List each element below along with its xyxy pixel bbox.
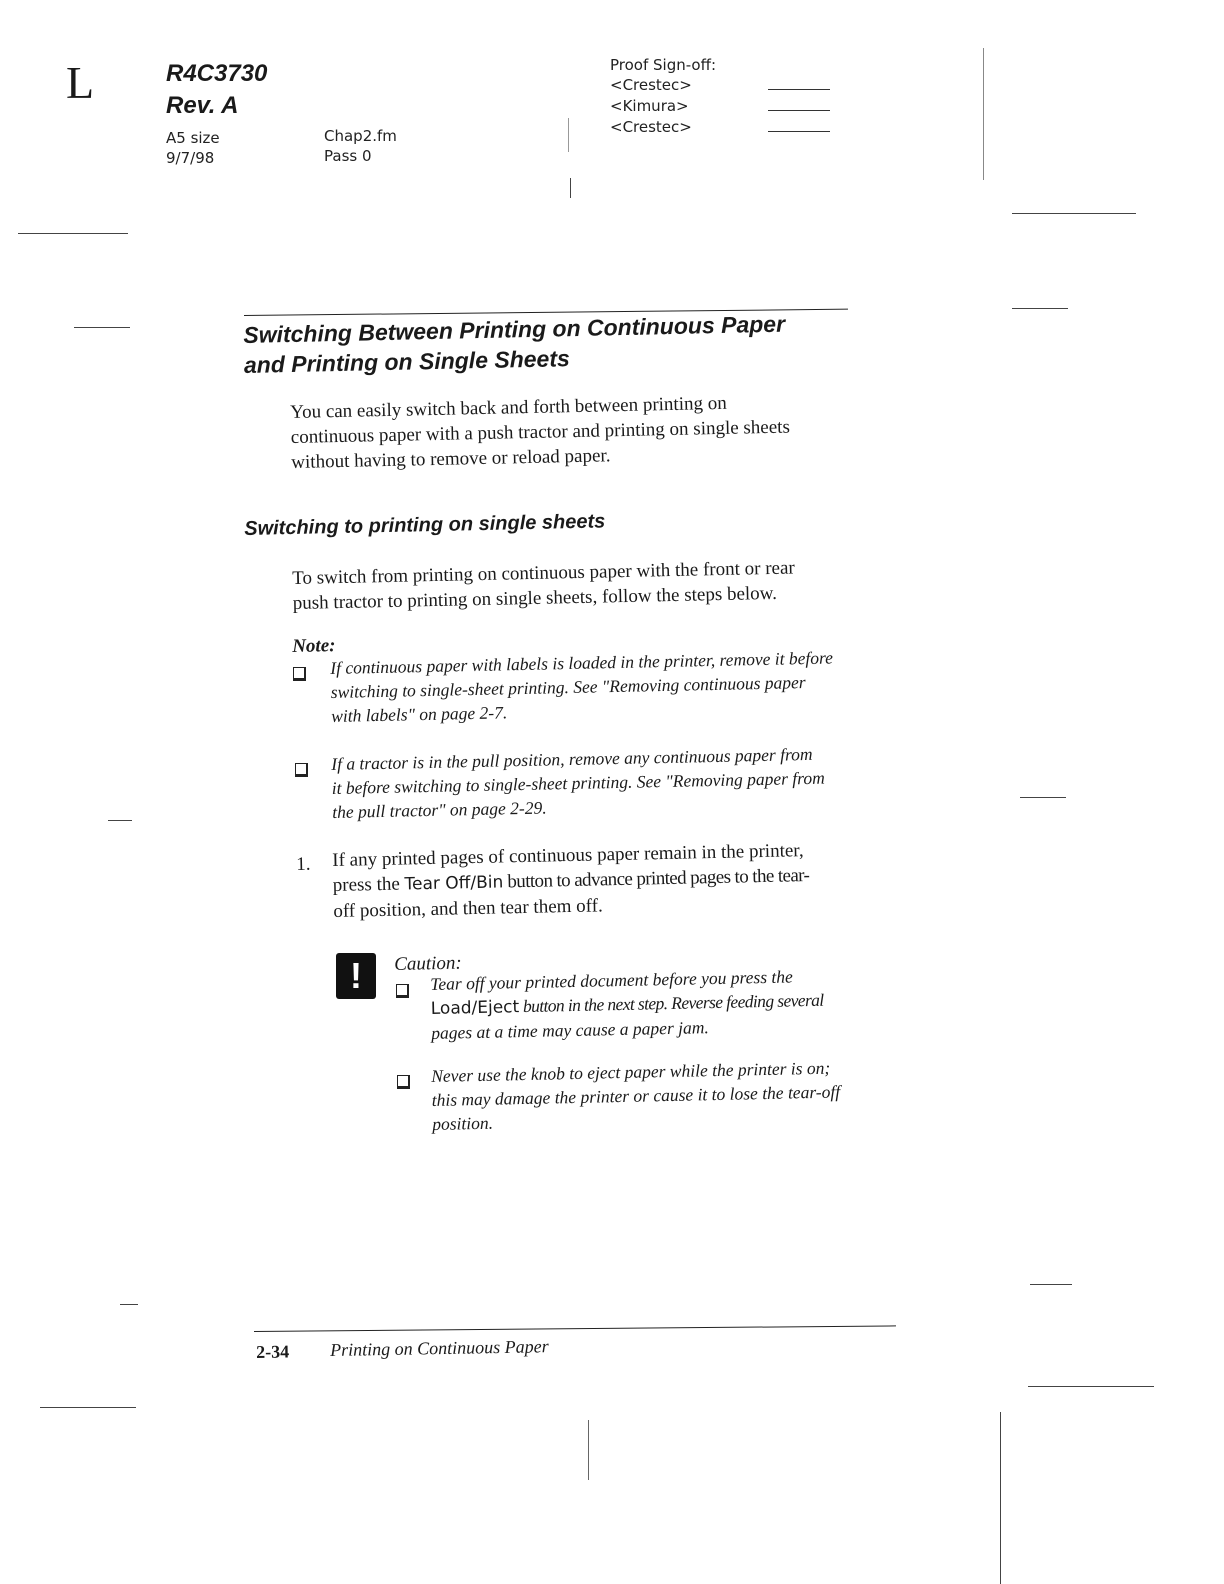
checkbox-bullet-icon — [293, 667, 306, 681]
step-number: 1. — [296, 853, 311, 875]
caution-item-line: pages at a time may cause a paper jam. — [431, 1017, 709, 1043]
section-title-line: Switching Between Printing on Continuous Paper — [243, 310, 786, 348]
caution-item-line: Never use the knob to eject paper while the printer is on; — [431, 1057, 831, 1086]
note-item-line: with labels" on page 2-7. — [331, 702, 508, 726]
doc-date: 9/7/98 — [166, 149, 215, 167]
note-item-line: the pull tractor" on page 2-29. — [332, 797, 547, 822]
checkbox-bullet-icon — [397, 1075, 410, 1089]
proof-entry: <Crestec> — [610, 118, 692, 136]
crop-mark — [1000, 1412, 1001, 1584]
crop-mark — [1012, 308, 1068, 309]
crop-mark — [1030, 1284, 1072, 1285]
caution-item-line: position. — [432, 1112, 494, 1134]
crop-mark — [1028, 1386, 1154, 1387]
caution-item-line: Tear off your printed document before you press the — [430, 966, 793, 994]
doc-id: R4C3730 — [166, 60, 268, 87]
pass-label: Pass 0 — [324, 147, 372, 165]
step-text-fragment: press the — [332, 873, 405, 896]
crop-mark — [120, 1304, 138, 1305]
section-intro — [290, 387, 911, 475]
footer-rule — [254, 1325, 896, 1332]
proof-entry: <Crestec> — [610, 76, 692, 94]
crop-mark — [983, 48, 984, 180]
tear-off-bin-button-label: Tear Off/Bin — [404, 872, 504, 895]
page-number: 2-34 — [256, 1341, 290, 1362]
body-line: push tractor to printing on single sheets, follow the steps below. — [292, 582, 778, 614]
subsection-title: Switching to printing on single sheets — [244, 510, 606, 540]
crop-mark — [74, 327, 130, 328]
crop-mark — [108, 820, 132, 821]
signoff-line — [768, 110, 830, 111]
intro-line: without having to remove or reload paper. — [291, 445, 611, 473]
note-item — [331, 739, 932, 824]
crop-mark — [568, 118, 569, 152]
caution-item-line: this may damage the printer or cause it to lose the tear-off — [431, 1081, 841, 1110]
note-item-line: switching to single-sheet printing. See "Removing continuous paper — [330, 672, 806, 702]
caution-item — [431, 1054, 912, 1136]
load-eject-button-label: Load/Eject — [430, 997, 520, 1019]
caution-label: Caution: — [394, 952, 462, 975]
file-name: Chap2.fm — [324, 127, 397, 145]
section-title-line: and Printing on Single Sheets — [243, 345, 571, 378]
step-text-fragment: button to advance printed pages to the tear- — [503, 865, 810, 893]
intro-line: continuous paper with a push tractor and printing on single sheets — [290, 416, 791, 448]
proof-entry: <Kimura> — [610, 97, 689, 115]
crop-mark — [18, 233, 128, 234]
note-item — [330, 643, 931, 728]
checkbox-bullet-icon — [396, 984, 409, 998]
revision: Rev. A — [166, 92, 239, 119]
note-item-line: If a tractor is in the pull position, remove any continuous paper from — [331, 743, 813, 774]
proof-title: Proof Sign-off: — [610, 56, 716, 74]
crop-mark — [40, 1407, 136, 1408]
note-item-line: If continuous paper with labels is loaded in the printer, remove it before — [330, 647, 834, 678]
signoff-line — [768, 89, 830, 90]
step-line: off position, and then tear them off. — [333, 895, 603, 922]
section-title — [243, 307, 884, 380]
chapter-title: Printing on Continuous Paper — [330, 1336, 549, 1360]
crop-mark — [588, 1420, 589, 1480]
note-label: Note: — [292, 635, 336, 657]
step-line: If any printed pages of continuous paper remain in the printer, — [332, 840, 804, 871]
corner-letter: L — [66, 57, 95, 108]
paper-size: A5 size — [166, 129, 220, 147]
caution-item — [430, 962, 911, 1045]
crop-mark — [1020, 797, 1066, 798]
caution-icon: ! — [336, 953, 376, 999]
crop-mark — [1012, 213, 1136, 214]
step-text — [332, 835, 933, 924]
intro-line: You can easily switch back and forth between printing on — [290, 392, 727, 423]
signoff-line — [768, 131, 830, 132]
checkbox-bullet-icon — [295, 763, 308, 777]
subsection-body — [292, 553, 913, 616]
crop-mark — [570, 178, 571, 198]
body-line: To switch from printing on continuous paper with the front or rear — [292, 557, 795, 589]
caution-text-fragment: button in the next step. Reverse feeding several — [518, 989, 824, 1017]
note-item-line: it before switching to single-sheet printing. See "Removing paper from — [331, 767, 825, 798]
